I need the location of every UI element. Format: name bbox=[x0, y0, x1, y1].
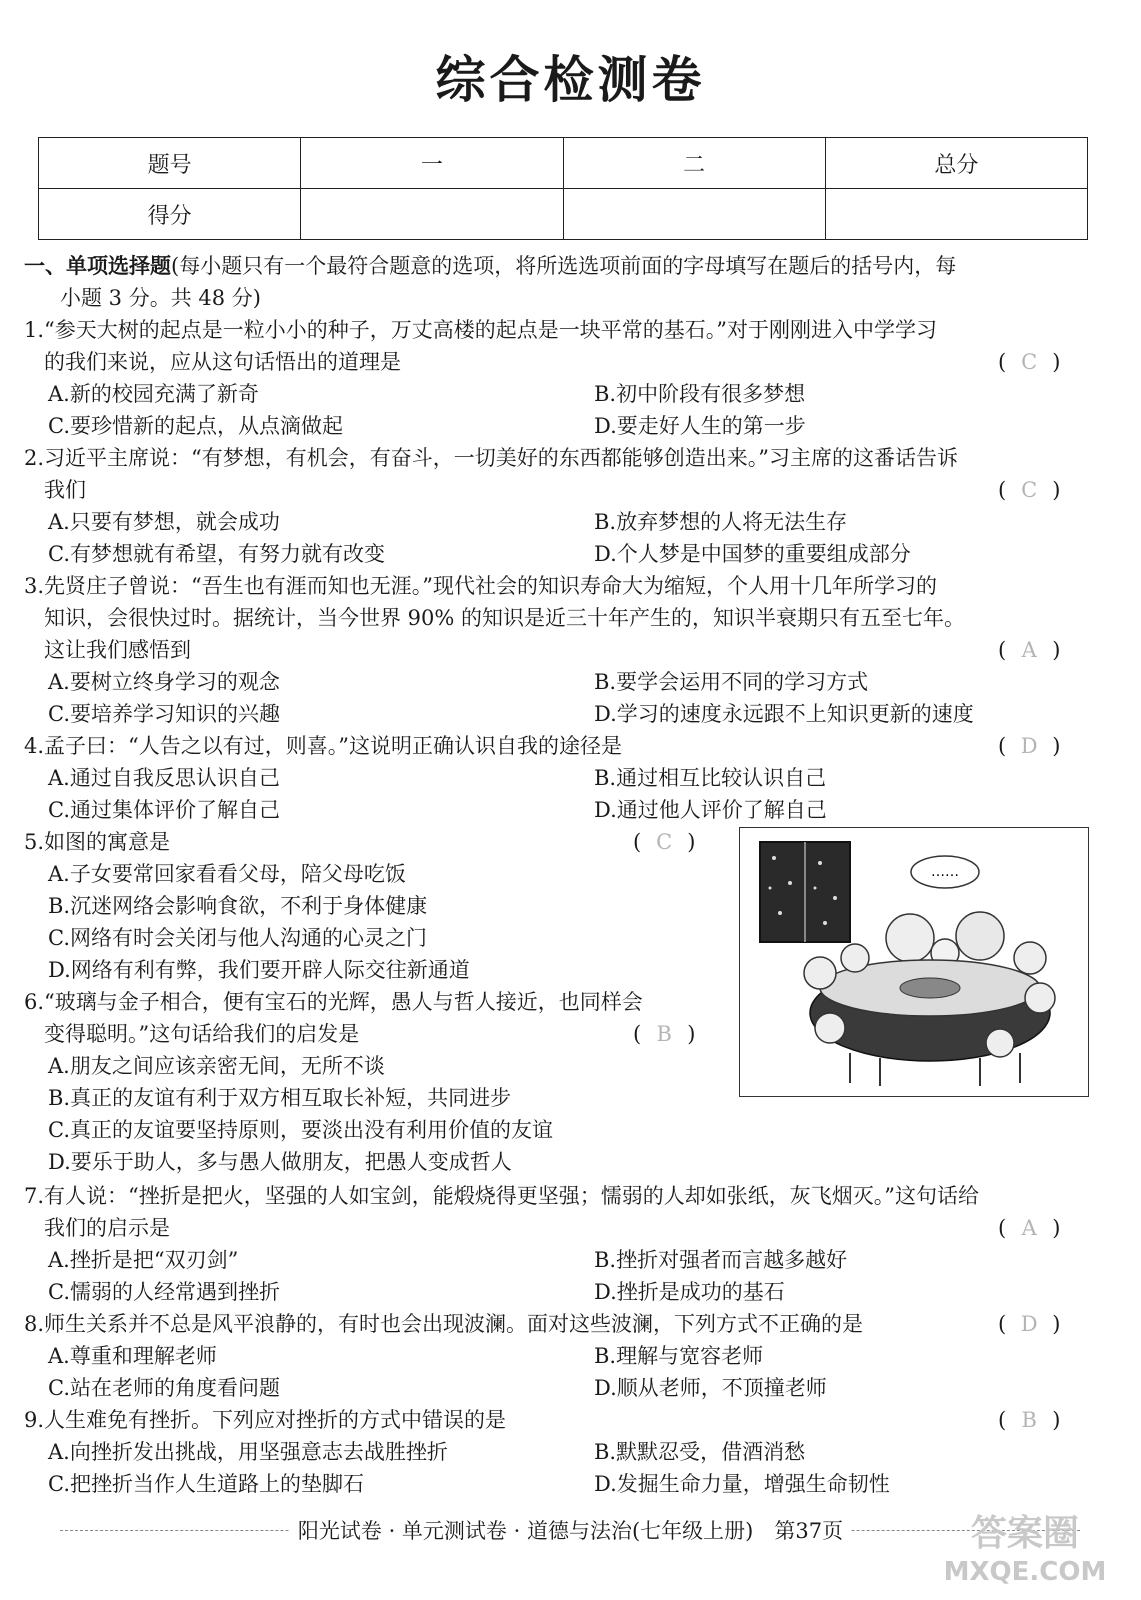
option: A.挫折是把“双刃剑” bbox=[48, 1248, 239, 1272]
father-figure bbox=[886, 914, 934, 962]
option: C.真正的友谊要坚持原则，要淡出没有利用价值的友谊 bbox=[48, 1118, 553, 1142]
answer-bracket: ( A ) bbox=[998, 635, 1060, 665]
answer-bracket: ( A ) bbox=[998, 1213, 1060, 1243]
option: A.子女要常回家看看父母，陪父母吃饭 bbox=[48, 862, 406, 886]
score-table-header-row bbox=[39, 138, 1088, 189]
option: C.要培养学习知识的兴趣 bbox=[48, 702, 280, 726]
option: B.初中阶段有很多梦想 bbox=[594, 382, 806, 406]
question-stem: 变得聪明。”这句话给我们的启发是 bbox=[44, 1022, 360, 1046]
option: C.站在老师的角度看问题 bbox=[48, 1376, 280, 1400]
answer-letter: D bbox=[1020, 734, 1038, 758]
answer-bracket: ( B ) bbox=[998, 1405, 1060, 1435]
option: B.要学会运用不同的学习方式 bbox=[594, 670, 869, 694]
option: A.向挫折发出挑战，用坚强意志去战胜挫折 bbox=[48, 1440, 448, 1464]
score-cell-blank[interactable] bbox=[301, 189, 563, 240]
option: D.挫折是成功的基石 bbox=[594, 1280, 785, 1304]
answer-bracket: ( B ) bbox=[633, 1019, 695, 1049]
option: B.默默忍受，借酒消愁 bbox=[594, 1440, 806, 1464]
section-title: 一、单项选择题 bbox=[24, 253, 171, 278]
option: D.要乐于助人，多与愚人做朋友，把愚人变成哲人 bbox=[48, 1150, 512, 1174]
question-stem: 3.先贤庄子曾说：“吾生也有涯而知也无涯。”现代社会的知识寿命大为缩短，个人用十几年所学习的 bbox=[24, 574, 938, 598]
answer-bracket: ( D ) bbox=[998, 731, 1060, 761]
option: D.通过他人评价了解自己 bbox=[594, 798, 827, 822]
section-description: (每小题只有一个最符合题意的选项，将所选选项前面的字母填写在题后的括号内，每 bbox=[171, 254, 957, 278]
answer-letter: C bbox=[656, 830, 673, 854]
option: B.真正的友谊有利于双方相互取长补短，共同进步 bbox=[48, 1086, 512, 1110]
footer-text: 阳光试卷 · 单元测试卷 · 道德与法治(七年级上册) 第37页 bbox=[290, 1519, 851, 1543]
option: B.理解与宽容老师 bbox=[594, 1344, 764, 1368]
option: A.只要有梦想，就会成功 bbox=[48, 510, 280, 534]
speech-bubble-text: …… bbox=[931, 864, 959, 880]
question-stem: 我们的启示是 bbox=[44, 1216, 170, 1240]
option: C.通过集体评价了解自己 bbox=[48, 798, 280, 822]
option: D.顺从老师，不顶撞老师 bbox=[594, 1376, 827, 1400]
answer-letter: D bbox=[1020, 1312, 1038, 1336]
option: C.有梦想就有希望，有努力就有改变 bbox=[48, 542, 385, 566]
score-cell-blank[interactable] bbox=[825, 189, 1087, 240]
person-figure bbox=[815, 1013, 845, 1043]
option: A.要树立终身学习的观念 bbox=[48, 670, 280, 694]
answer-bracket: ( C ) bbox=[633, 827, 695, 857]
answer-letter: A bbox=[1021, 638, 1037, 662]
answer-letter: C bbox=[1021, 350, 1038, 374]
person-figure bbox=[841, 944, 869, 972]
score-header-cell: 一 bbox=[301, 138, 563, 189]
score-table-score-row bbox=[39, 189, 1088, 240]
option: C.把挫折当作人生道路上的垫脚石 bbox=[48, 1472, 364, 1496]
section-heading bbox=[24, 251, 956, 281]
section-description-cont: 小题 3 分。共 48 分) bbox=[60, 286, 261, 310]
watermark-text-cn: 答案圈 bbox=[970, 1513, 1080, 1554]
score-cell-blank[interactable] bbox=[563, 189, 825, 240]
option: D.网络有利有弊，我们要开辟人际交往新通道 bbox=[48, 958, 470, 982]
watermark-logo bbox=[930, 1500, 1120, 1595]
score-header-cell: 总分 bbox=[825, 138, 1087, 189]
question-stem: 1.“参天大树的起点是一粒小小的种子，万丈高楼的起点是一块平常的基石。”对于刚刚进入中学学习 bbox=[24, 318, 938, 342]
option: B.放弃梦想的人将无法生存 bbox=[594, 510, 848, 534]
watermark-text-en: MXQE.COM bbox=[943, 1557, 1107, 1587]
option: C.网络有时会关闭与他人沟通的心灵之门 bbox=[48, 926, 427, 950]
option: A.新的校园充满了新奇 bbox=[48, 382, 259, 406]
option: B.沉迷网络会影响食欲，不利于身体健康 bbox=[48, 894, 428, 918]
cartoon-illustration bbox=[740, 828, 1088, 1096]
question-stem: 6.“玻璃与金子相合，便有宝石的光辉，愚人与哲人接近，也同样会 bbox=[24, 990, 643, 1014]
answer-bracket: ( C ) bbox=[998, 347, 1060, 377]
question-stem: 4.孟子曰：“人告之以有过，则喜。”这说明正确认识自我的途径是 bbox=[24, 734, 623, 758]
answer-letter: B bbox=[1021, 1408, 1037, 1432]
option: B.挫折对强者而言越多越好 bbox=[594, 1248, 848, 1272]
person-figure bbox=[986, 1029, 1014, 1057]
mother-figure bbox=[956, 912, 1004, 960]
option: D.要走好人生的第一步 bbox=[594, 414, 806, 438]
question-stem: 8.师生关系并不总是风平浪静的，有时也会出现波澜。面对这些波澜，下列方式不正确的是 bbox=[24, 1312, 864, 1336]
option: A.通过自我反思认识自己 bbox=[48, 766, 280, 790]
option: C.要珍惜新的起点，从点滴做起 bbox=[48, 414, 343, 438]
page-title: 综合检测卷 bbox=[435, 50, 706, 109]
option: C.懦弱的人经常遇到挫折 bbox=[48, 1280, 280, 1304]
option: B.通过相互比较认识自己 bbox=[594, 766, 827, 790]
person-figure bbox=[804, 957, 836, 989]
option: D.个人梦是中国梦的重要组成部分 bbox=[594, 542, 911, 566]
question-stem: 5.如图的寓意是 bbox=[24, 830, 171, 854]
question-stem: 这让我们感悟到 bbox=[44, 638, 191, 662]
answer-bracket: ( C ) bbox=[998, 475, 1060, 505]
option: A.朋友之间应该亲密无间，无所不谈 bbox=[48, 1054, 385, 1078]
answer-letter: A bbox=[1021, 1216, 1037, 1240]
question-stem: 的我们来说，应从这句话悟出的道理是 bbox=[44, 350, 401, 374]
answer-bracket: ( D ) bbox=[998, 1309, 1060, 1339]
score-header-cell: 二 bbox=[563, 138, 825, 189]
option: A.尊重和理解老师 bbox=[48, 1344, 217, 1368]
question-stem: 知识，会很快过时。据统计，当今世界 90% 的知识是近三十年产生的，知识半衰期只有五至七年。 bbox=[44, 606, 966, 630]
person-figure bbox=[1014, 942, 1046, 974]
answer-letter: C bbox=[1021, 478, 1038, 502]
score-header-cell: 题号 bbox=[39, 138, 301, 189]
question-stem: 9.人生难免有挫折。下列应对挫折的方式中错误的是 bbox=[24, 1408, 507, 1432]
option: D.学习的速度永远跟不上知识更新的速度 bbox=[594, 702, 974, 726]
option: D.发掘生命力量，增强生命韧性 bbox=[594, 1472, 890, 1496]
family-dinner-cartoon bbox=[739, 827, 1089, 1097]
score-row-label: 得分 bbox=[39, 189, 301, 240]
question-stem: 我们 bbox=[44, 478, 86, 502]
person-figure bbox=[1025, 983, 1055, 1013]
score-table bbox=[38, 137, 1088, 240]
answer-letter: B bbox=[656, 1022, 672, 1046]
question-stem: 7.有人说：“挫折是把火，坚强的人如宝剑，能煅烧得更坚强；懦弱的人却如张纸，灰飞烟灭。”这句话给 bbox=[24, 1184, 980, 1208]
question-stem: 2.习近平主席说：“有梦想，有机会，有奋斗，一切美好的东西都能够创造出来。”习主席的这番话告诉 bbox=[24, 446, 959, 470]
